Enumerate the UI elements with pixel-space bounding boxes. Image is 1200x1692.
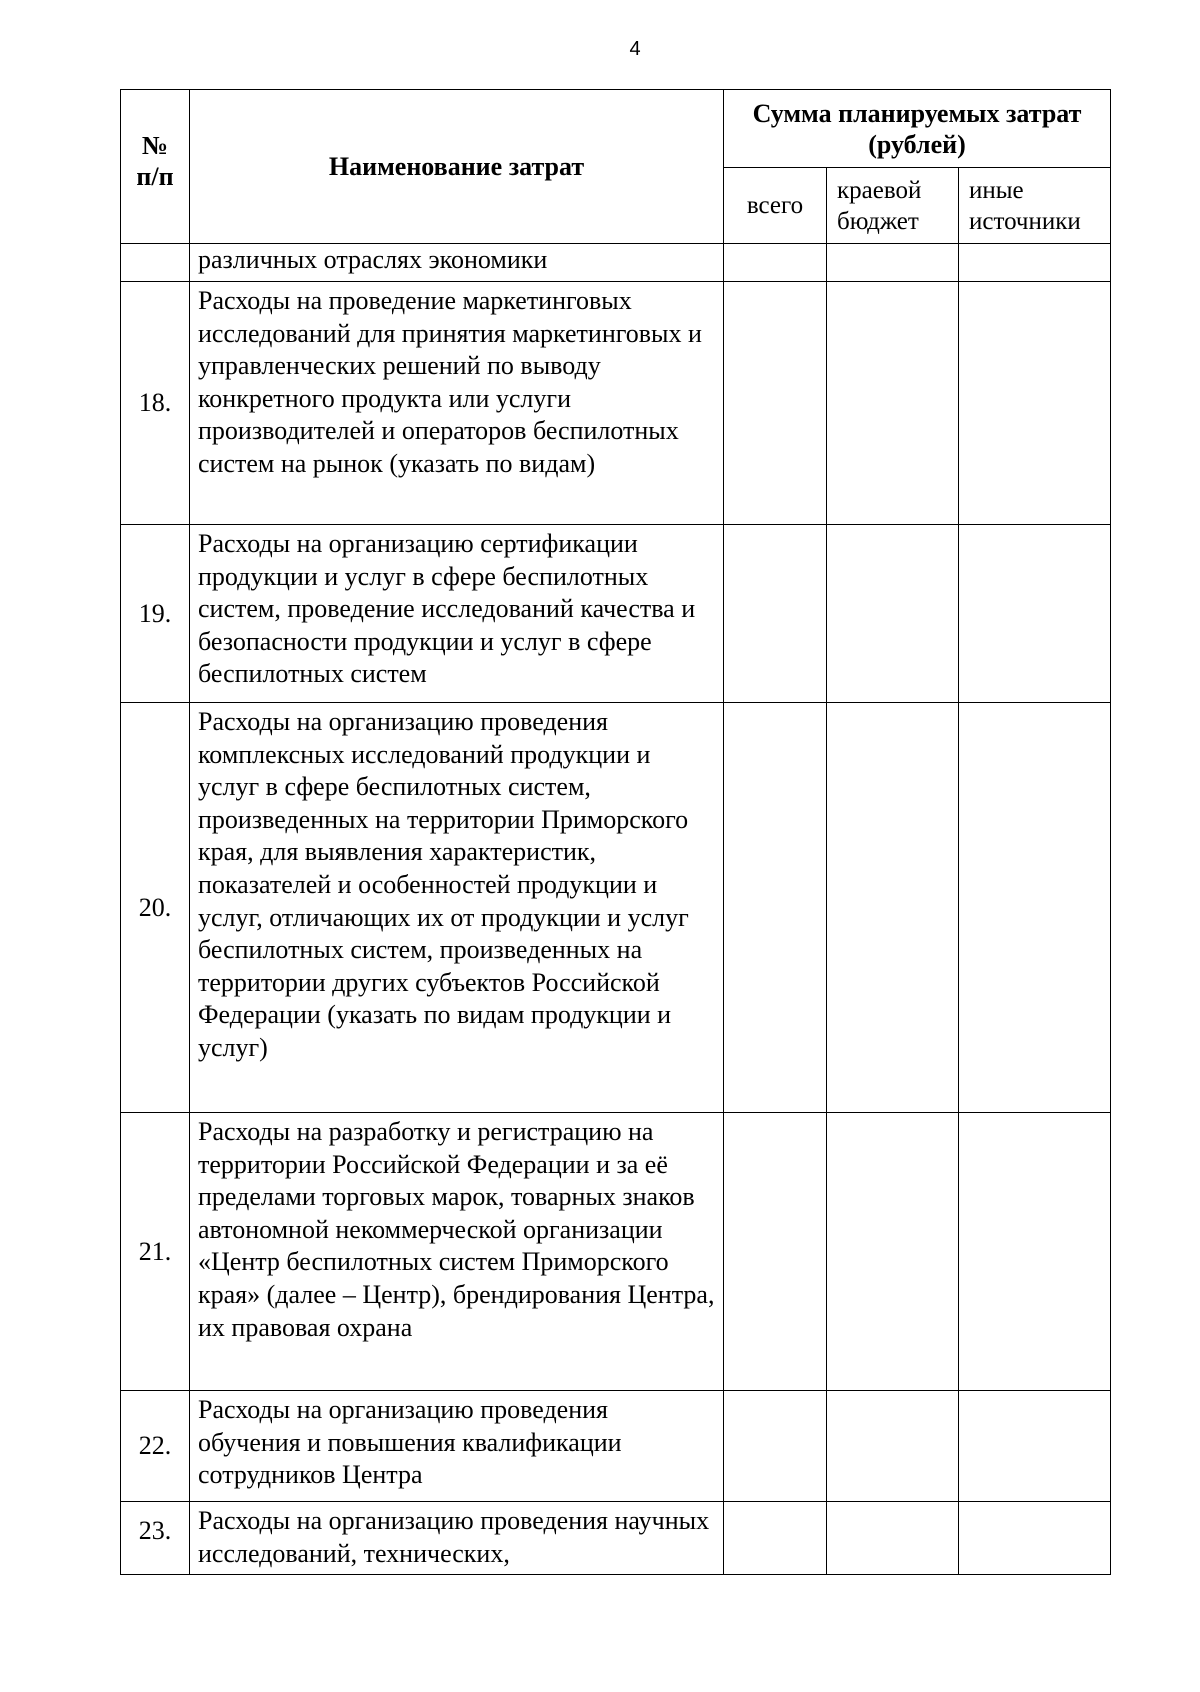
cell-total: [724, 525, 827, 703]
cell-other: [959, 1502, 1111, 1575]
row-name: Расходы на проведение маркетинговых исследований для принятия маркетинговых и управленческих решений по выводу конкретного продукта или услуги производителей и операторов беспилотных систем на рынок (указать по видам): [190, 282, 724, 525]
cell-regional: [827, 244, 959, 282]
header-number: [121, 90, 190, 244]
table-row: [121, 1113, 1111, 1391]
header-sum: [724, 90, 1111, 168]
cell-total: [724, 1391, 827, 1502]
table-row: [121, 1502, 1111, 1575]
cell-regional: [827, 1502, 959, 1575]
cell-regional: [827, 525, 959, 703]
header-sum-label: Сумма планируемых затрат (рублей): [752, 98, 1082, 159]
cell-total: [724, 1113, 827, 1391]
table-row: [121, 244, 1111, 282]
table-row: [121, 525, 1111, 703]
header-number-label: № п/п: [136, 130, 174, 191]
header-other-sources: [959, 168, 1111, 244]
cell-other: [959, 282, 1111, 525]
row-name: Расходы на разработку и регистрацию на территории Российской Федерации и за её пределами торговых марок, товарных знаков автономной некоммерческой организации «Центр беспилотных систем Приморского края» (далее – Центр), брендирования Центра, их правовая охрана: [190, 1113, 724, 1391]
cell-total: [724, 244, 827, 282]
cell-total: [724, 703, 827, 1113]
table-row: [121, 703, 1111, 1113]
cell-regional: [827, 1113, 959, 1391]
header-other-sources-label: иные источники: [969, 176, 1081, 235]
cell-regional: [827, 282, 959, 525]
row-number: 22.: [121, 1391, 190, 1502]
row-name: Расходы на организацию проведения научных исследований, технических,: [190, 1502, 724, 1575]
cost-table: [120, 89, 1111, 1575]
row-number: 20.: [121, 703, 190, 1113]
header-regional-budget-label: краевой бюджет: [837, 176, 922, 235]
cell-other: [959, 244, 1111, 282]
row-name: Расходы на организацию проведения обучения и повышения квалификации сотрудников Центра: [190, 1391, 724, 1502]
row-number: [121, 244, 190, 282]
header-name: Наименование затрат: [190, 90, 724, 244]
cell-other: [959, 703, 1111, 1113]
row-name: Расходы на организацию проведения комплексных исследований продукции и услуг в сфере беспилотных систем, произведенных на территории Приморского края, для выявления характеристик, показателей и особенностей продукции и услуг, отличающих их от продукции и услуг беспилотных систем, произведенных на территории других субъектов Российской Федерации (указать по видам продукции и услуг): [190, 703, 724, 1113]
row-number: 19.: [121, 525, 190, 703]
row-number: 18.: [121, 282, 190, 525]
table-row: [121, 282, 1111, 525]
cell-other: [959, 525, 1111, 703]
cell-total: [724, 1502, 827, 1575]
table-row: [121, 1391, 1111, 1502]
row-name: Расходы на организацию сертификации продукции и услуг в сфере беспилотных систем, проведение исследований качества и безопасности продукции и услуг в сфере беспилотных систем: [190, 525, 724, 703]
row-number: 21.: [121, 1113, 190, 1391]
cell-regional: [827, 703, 959, 1113]
cell-total: [724, 282, 827, 525]
cell-other: [959, 1113, 1111, 1391]
header-regional-budget: [827, 168, 959, 244]
cell-other: [959, 1391, 1111, 1502]
page-number: 4: [629, 38, 641, 60]
header-total: всего: [724, 168, 827, 244]
header-row: [121, 90, 1111, 168]
row-name: различных отраслях экономики: [190, 244, 724, 282]
cell-regional: [827, 1391, 959, 1502]
row-number: 23.: [121, 1502, 190, 1575]
